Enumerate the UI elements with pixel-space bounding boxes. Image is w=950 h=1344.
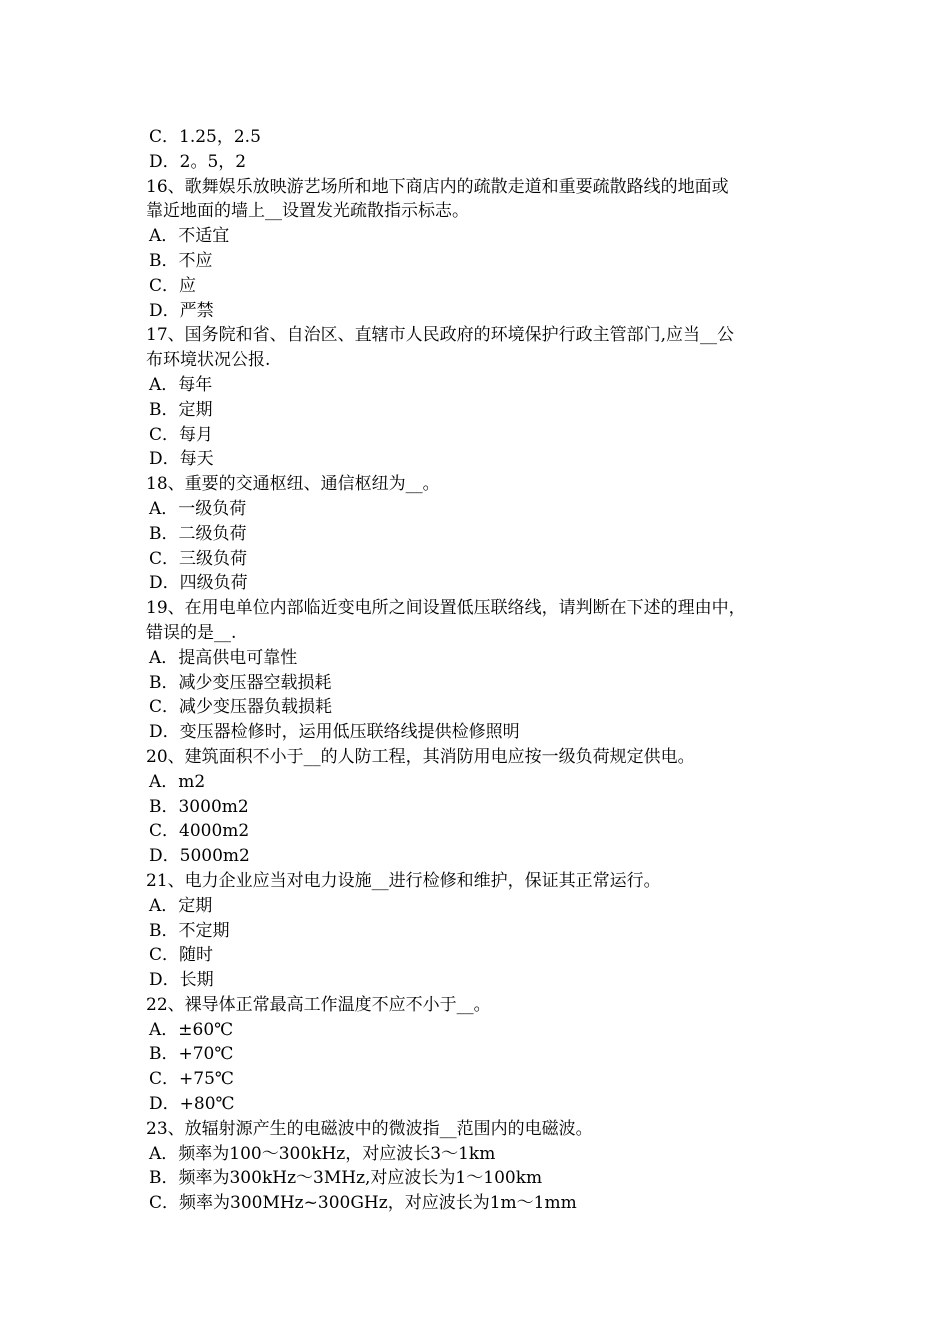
question-text: 22、裸导体正常最高工作温度不应不小于__。: [146, 994, 491, 1015]
answer-option: C．每月: [149, 424, 214, 445]
answer-option: D．变压器检修时，运用低压联络线提供检修照明: [149, 722, 520, 743]
answer-option: B．3000m2: [149, 796, 249, 817]
answer-option: C．随时: [149, 945, 214, 966]
answer-option: A．每年: [149, 374, 213, 395]
answer-option: B．频率为300kHz～3MHz,对应波长为1～100km: [149, 1168, 543, 1189]
answer-option: C．1.25，2.5: [149, 127, 261, 147]
answer-option: D．+80℃: [149, 1094, 235, 1115]
answer-option: B．+70℃: [149, 1044, 234, 1065]
question-text: 16、歌舞娱乐放映游艺场所和地下商店内的疏散走道和重要疏散路线的地面或: [146, 176, 729, 197]
answer-option: B．减少变压器空载损耗: [149, 672, 332, 693]
answer-option: D．长期: [149, 970, 214, 991]
answer-option: A．提高供电可靠性: [149, 647, 298, 668]
answer-option: D．严禁: [149, 300, 214, 321]
question-text: 错误的是__.: [146, 622, 237, 643]
answer-option: C．应: [149, 275, 197, 296]
answer-option: B．不应: [149, 250, 213, 271]
answer-option: A．±60℃: [149, 1019, 234, 1040]
question-text: 布环境状况公报.: [146, 350, 271, 371]
question-text: 20、建筑面积不小于__的人防工程，其消防用电应按一级负荷规定供电。: [146, 746, 695, 767]
answer-option: A．m2: [149, 771, 206, 792]
answer-option: D．2。5，2: [149, 151, 247, 172]
answer-option: C．+75℃: [149, 1069, 234, 1090]
answer-option: D．5000m2: [149, 846, 250, 867]
question-text: 19、在用电单位内部临近变电所之间设置低压联络线，请判断在下述的理由中，: [146, 598, 746, 619]
answer-option: B．二级负荷: [149, 523, 247, 544]
answer-option: D．每天: [149, 449, 214, 470]
question-text: 17、国务院和省、自治区、直辖市人民政府的环境保护行政主管部门,应当__公: [146, 325, 735, 346]
document-body: [146, 125, 826, 1216]
answer-option: C．4000m2: [149, 821, 250, 842]
question-text: 21、电力企业应当对电力设施__进行检修和维护，保证其正常运行。: [146, 870, 661, 891]
question-text: 23、放辐射源产生的电磁波中的微波指__范围内的电磁波。: [146, 1118, 593, 1139]
answer-option: D．四级负荷: [149, 573, 248, 594]
question-text: 靠近地面的墙上__设置发光疏散指示标志。: [146, 201, 469, 222]
answer-option: B．不定期: [149, 920, 230, 941]
answer-option: C．三级负荷: [149, 548, 248, 569]
answer-option: A．定期: [149, 895, 213, 916]
answer-option: B．定期: [149, 399, 213, 420]
answer-option: C．频率为300MHz~300GHz，对应波长为1m～1mm: [149, 1193, 577, 1214]
answer-option: A．一级负荷: [149, 498, 247, 519]
question-text: 18、重要的交通枢纽、通信枢纽为__。: [146, 474, 440, 495]
answer-option: A．频率为100～300kHz，对应波长3～1km: [149, 1143, 496, 1164]
answer-option: A．不适宜: [149, 226, 230, 247]
answer-option: C．减少变压器负载损耗: [149, 697, 333, 718]
